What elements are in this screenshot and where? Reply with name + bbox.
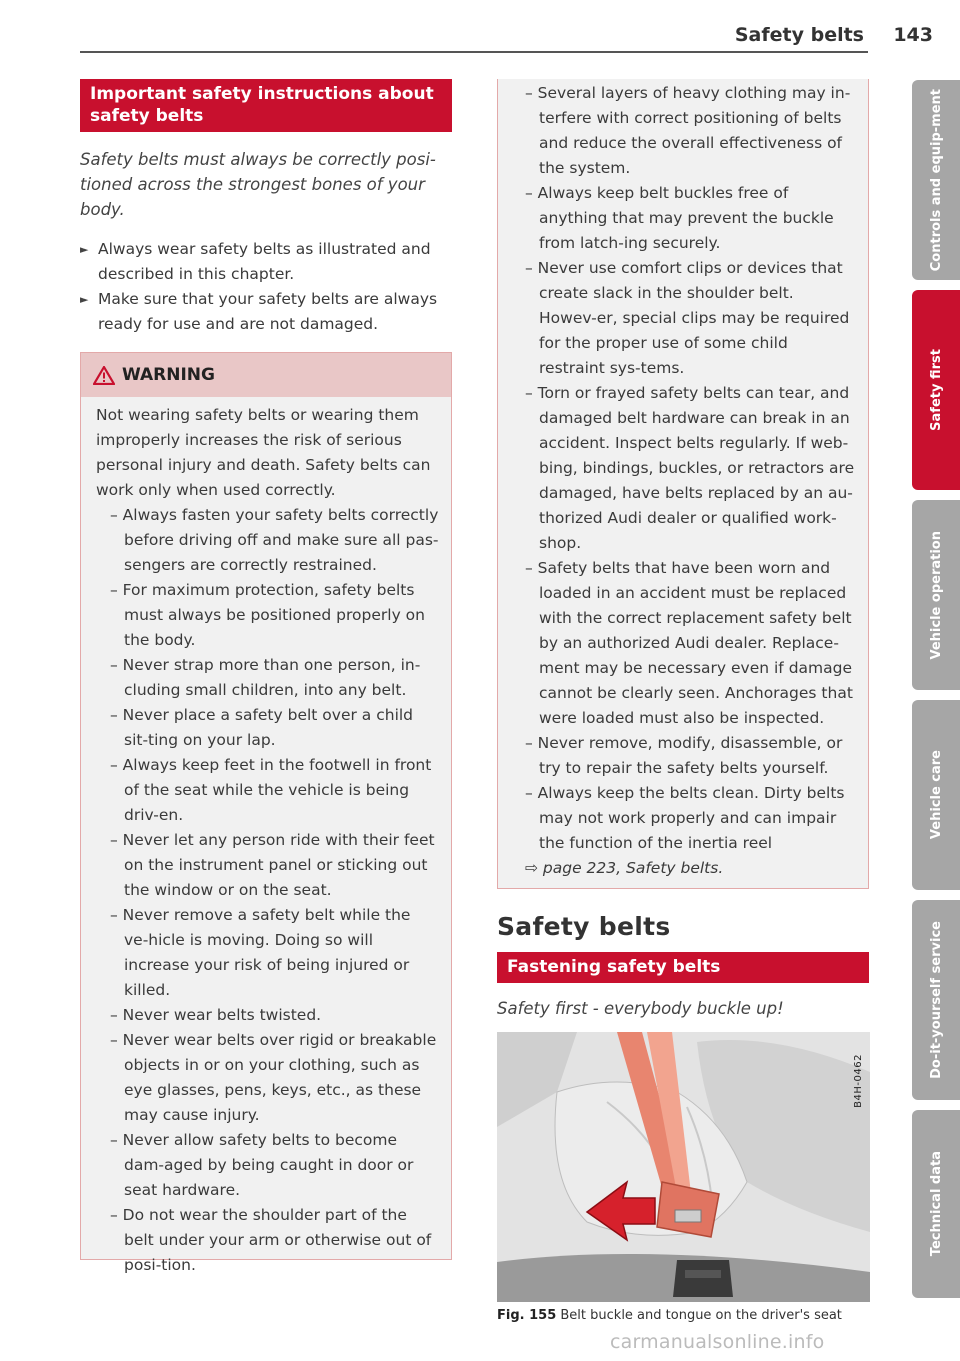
warning-item: – Always keep belt buckles free of anything that may prevent the buckle from latch-ing securely.	[525, 184, 834, 252]
warning-list	[96, 503, 439, 1278]
warning-body	[81, 397, 451, 1278]
figure-code: B4H-0462	[853, 1054, 864, 1108]
side-tab-safety-first[interactable]: Safety first	[912, 290, 960, 490]
belt-buckle-illustration	[497, 1032, 870, 1302]
warning-text: Not wearing safety belts or wearing them improperly increases the risk of serious personal injury and death. Safety belts can work only when used correctly.	[96, 406, 431, 499]
page-number: 143	[893, 24, 933, 46]
instruction-item: ► Make sure that your safety belts are always ready for use and are not damaged.	[80, 287, 452, 337]
warning-box-continued	[497, 79, 869, 889]
warning-list-continued	[511, 81, 856, 881]
page-reference-link[interactable]: ⇨ page 223, Safety belts.	[525, 859, 724, 877]
header-rule	[80, 51, 868, 53]
warning-item: – Never place a safety belt over a child sit-ting on your lap.	[110, 706, 414, 749]
subsection-intro: Safety first - everybody buckle up!	[497, 999, 784, 1018]
warning-item: – Never wear belts over rigid or breakable objects in or on your clothing, such as eye glasses, pens, keys, etc., as these may cause injury.	[110, 1031, 437, 1124]
instruction-item: ► Always wear safety belts as illustrated and described in this chapter.	[80, 237, 452, 287]
warning-body-continued	[498, 79, 868, 881]
warning-header	[81, 353, 451, 397]
warning-item: – Never wear belts twisted.	[110, 1006, 322, 1024]
left-column	[80, 79, 452, 1274]
warning-item: – Never allow safety belts to become dam-aged by being caught in door or seat hardware.	[110, 1131, 414, 1199]
instruction-list	[80, 237, 452, 337]
warning-item: – Always keep feet in the footwell in front of the seat while the vehicle is being driv-en.	[110, 756, 432, 824]
right-column	[497, 79, 869, 1323]
warning-item: – Several layers of heavy clothing may in-terfere with correct positioning of belts and reduce the overall effectiveness of the system.	[525, 84, 851, 177]
warning-item: – Always keep the belts clean. Dirty belts may not work properly and can impair the function of the inertia reel	[525, 784, 845, 852]
figure-label: Fig. 155	[497, 1308, 557, 1323]
warning-item: – Never let any person ride with their feet on the instrument panel or sticking out the window or on the seat.	[110, 831, 435, 899]
warning-item: – Never use comfort clips or devices that create slack in the shoulder belt. Howev-er, special clips may be required for the proper use of some child restraint sys-tems.	[525, 259, 850, 377]
figure-caption-text: Belt buckle and tongue on the driver's seat	[560, 1308, 842, 1323]
side-tab-technical-data[interactable]: Technical data	[912, 1110, 960, 1298]
side-tab-vehicle-operation[interactable]: Vehicle operation	[912, 500, 960, 690]
running-head: Safety belts	[734, 24, 864, 46]
figure-belt-buckle	[497, 1032, 870, 1302]
watermark: carmanualsonline.info	[610, 1331, 825, 1353]
warning-item: – Always fasten your safety belts correctly before driving off and make sure all pas-sengers are correctly restrained.	[110, 506, 439, 574]
warning-triangle-icon	[93, 366, 115, 385]
warning-item: – Torn or frayed safety belts can tear, and damaged belt hardware can break in an accident. Inspect belts regularly. If web-bing, bindings, buckles, or retractors are damaged, have belts replaced by an au-thorized Audi dealer or qualified work-shop.	[525, 384, 855, 552]
warning-item: – Do not wear the shoulder part of the belt under your arm or otherwise out of posi-tion.	[110, 1206, 432, 1274]
intro-text: Safety belts must always be correctly posi-tioned across the strongest bones of your body.	[80, 150, 436, 219]
side-tab-do-it-yourself[interactable]: Do-it-yourself service	[912, 900, 960, 1100]
warning-box	[80, 352, 452, 1274]
warning-item: – Never remove a safety belt while the ve-hicle is moving. Doing so will increase your risk of being injured or killed.	[110, 906, 411, 999]
warning-item: – Never remove, modify, disassemble, or try to repair the safety belts yourself.	[525, 734, 843, 777]
subsection-heading: Fastening safety belts	[497, 952, 869, 983]
section-heading-important: Important safety instructions about safety belts	[80, 79, 452, 132]
warning-item: – For maximum protection, safety belts must always be positioned properly on the body.	[110, 581, 425, 649]
warning-item: – Safety belts that have been worn and loaded in an accident must be replaced with the correct replacement safety belt by an authorized Audi dealer. Replace-ment may be necessary even if damage cannot be clearly seen. Anchorages that were loaded must also be inspected.	[525, 559, 853, 727]
warning-item: – Never strap more than one person, in-cluding small children, into any belt.	[110, 656, 421, 699]
warning-title: WARNING	[122, 365, 215, 385]
side-tab-controls[interactable]: Controls and equip-ment	[912, 80, 960, 280]
figure-caption	[497, 1308, 869, 1323]
section-title: Safety belts	[497, 912, 671, 941]
side-tab-vehicle-care[interactable]: Vehicle care	[912, 700, 960, 890]
